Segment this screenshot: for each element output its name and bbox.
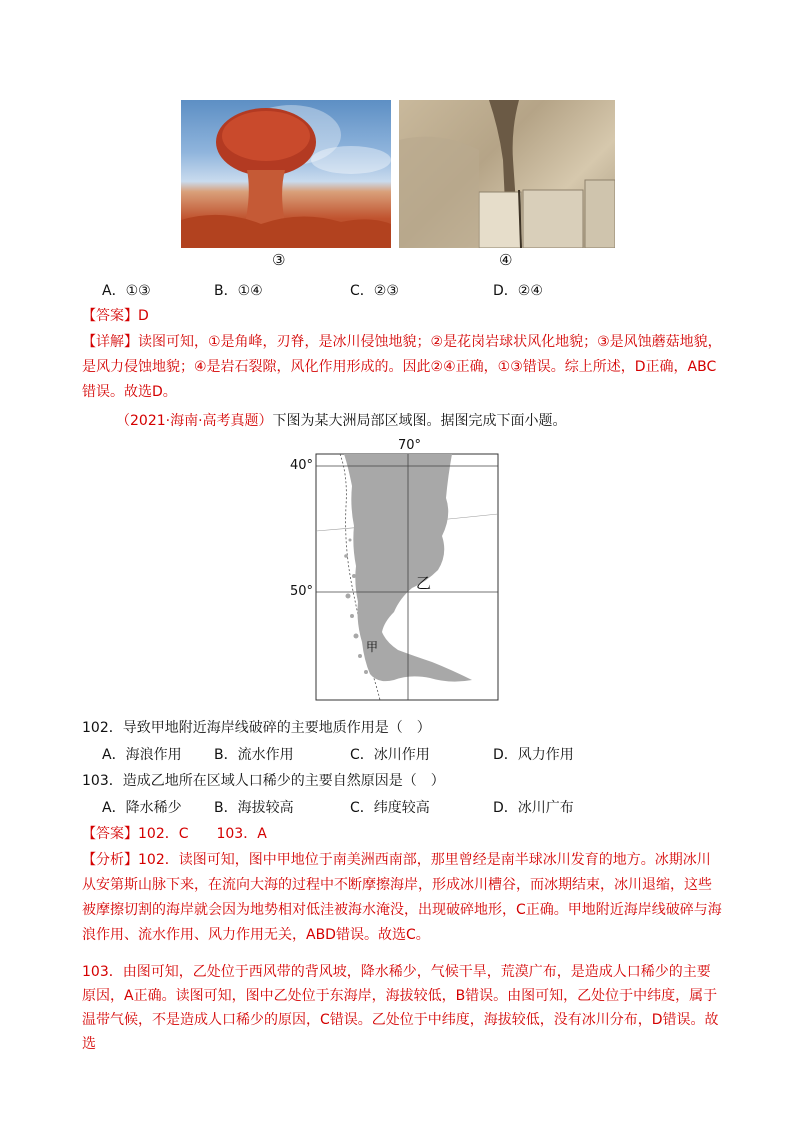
rock-crack-drawing — [399, 100, 615, 248]
detail-label: 【详解】 — [82, 334, 138, 350]
q103-option-a: A．降水稀少 — [102, 800, 182, 816]
map-lat-40-label: 40° — [290, 458, 314, 473]
q103-stem: 103．造成乙地所在区域人口稀少的主要自然原因是（ ） — [82, 773, 445, 789]
analysis-102-text: 102．读图可知，图中甲地位于南美洲西南部，那里曾经是南半球冰川发育的地方。冰期冰川从安第斯山脉下来，在流向大海的过程中不断摩擦海岸，形成冰川槽谷，而冰期结束，冰川退缩，这些被摩擦切割的海岸就会因为地势相对低洼被海水淹没，出现破碎地形，C正确。甲地附近海岸线破碎与海浪作用、流水作用、风力作用无关，ABD错误。故选C。 — [82, 852, 722, 943]
q102-stem: 102．导致甲地附近海岸线破碎的主要地质作用是（ ） — [82, 720, 431, 736]
region-map — [282, 436, 512, 706]
q102-option-d: D．风力作用 — [493, 747, 574, 763]
analysis-label: 【分析】 — [82, 852, 138, 868]
map-lon-label: 70° — [398, 438, 422, 453]
option-c: C．②③ — [350, 283, 399, 299]
answers-text: 102．C 103．A — [138, 826, 267, 842]
option-b: B．①④ — [214, 283, 263, 299]
q103-option-c: C．纬度较高 — [350, 800, 430, 816]
rock-crack-photo — [399, 100, 615, 248]
analysis-103: 103．由图可知，乙处位于西风带的背风坡，降水稀少，气候干旱，荒漠广布，是造成人口稀少的主要原因，A正确。读图可知，图中乙处位于东海岸，海拔较低，B错误。由图可知，乙处位于中纬度，属于温带气候，不是造成人口稀少的原因，C错误。乙处位于中纬度，海拔较低，没有冰川分布，D错误。故选 — [82, 964, 719, 1052]
intro-text: 下图为某大洲局部区域图。据图完成下面小题。 — [272, 413, 567, 429]
detail-text: 读图可知，①是角峰，刃脊，是冰川侵蚀地貌；②是花岗岩球状风化地貌；③是风蚀蘑菇地貌，是风力侵蚀地貌；④是岩石裂隙，风化作用形成的。因此②④正确，①③错误。综上所述，D正确，ABC错误。故选D。 — [82, 334, 722, 400]
mushroom-rock-photo — [181, 100, 391, 248]
option-d: D．②④ — [493, 283, 543, 299]
q103-option-d: D．冰川广布 — [493, 800, 574, 816]
map-place-jia: 甲 — [366, 640, 379, 654]
answer-label: 【答案】 — [82, 308, 138, 324]
q102-option-c: C．冰川作用 — [350, 747, 430, 763]
map-lat-50-label: 50° — [290, 584, 314, 599]
answers-line — [82, 824, 267, 844]
figure-label-3: ③ — [272, 251, 286, 269]
map-place-yi: 乙 — [416, 574, 432, 592]
q102-option-b: B．流水作用 — [214, 747, 294, 763]
prev-answer — [82, 306, 149, 326]
question-intro — [116, 411, 567, 431]
mushroom-rock-drawing — [181, 100, 391, 248]
q102-option-a: A．海浪作用 — [102, 747, 182, 763]
figure-label-4: ④ — [499, 251, 513, 269]
intro-source: （2021·海南·高考真题） — [116, 413, 273, 429]
answers-label: 【答案】 — [82, 826, 138, 842]
q103-option-b: B．海拔较高 — [214, 800, 294, 816]
answer-value: D — [138, 308, 149, 324]
analysis-102 — [82, 848, 722, 948]
option-a: A．①③ — [102, 283, 151, 299]
region-map-svg — [282, 436, 512, 706]
prev-detail — [82, 330, 722, 405]
